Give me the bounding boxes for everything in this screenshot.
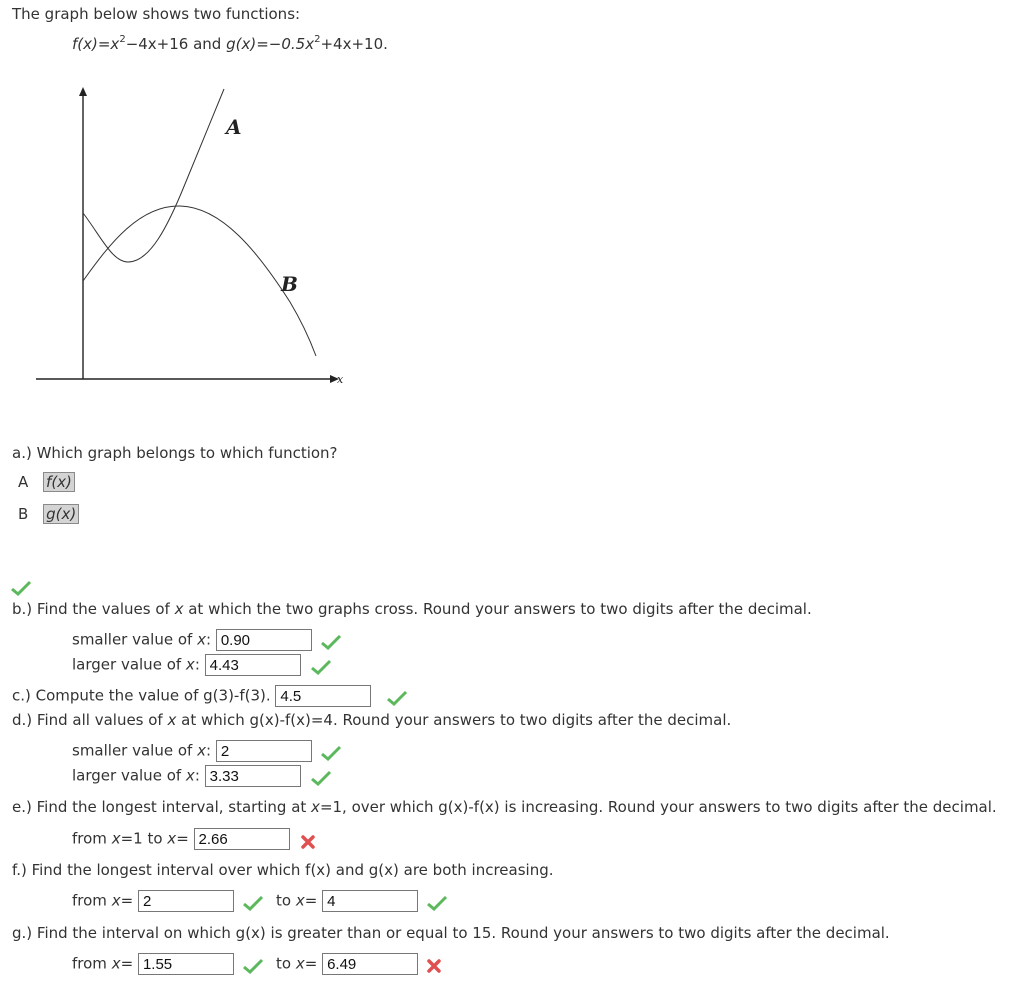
f-to-var: x — [295, 891, 305, 910]
e-from-label: from — [72, 829, 112, 848]
d-smaller-var: x — [197, 741, 206, 760]
match-select-b[interactable]: g(x) — [43, 504, 79, 524]
g-to-var: x — [295, 954, 305, 973]
label-b: B — [281, 272, 298, 296]
e-from-var: x — [111, 829, 121, 848]
f-to-eq: = — [304, 891, 318, 910]
question-d-pre: d.) Find all values of — [12, 711, 168, 729]
g-from-input[interactable]: 1.55 — [138, 953, 234, 975]
d-larger-colon: : — [194, 766, 200, 785]
question-b — [12, 600, 812, 618]
d-smaller-row — [72, 740, 312, 762]
f-def-post: −4x+16 — [125, 35, 189, 53]
question-d-var: x — [167, 711, 177, 729]
b-smaller-row — [72, 629, 312, 651]
question-g: g.) Find the interval on which g(x) is greater than or equal to 15. Round your answers to two digits after the decimal. — [12, 924, 890, 942]
check-icon — [426, 895, 448, 911]
check-icon — [242, 895, 264, 911]
d-larger-input[interactable]: 3.33 — [205, 765, 301, 787]
d-larger-row — [72, 765, 301, 787]
question-b-pre: b.) Find the values of — [12, 600, 175, 618]
g-to-eq: = — [304, 954, 318, 973]
question-e — [12, 798, 997, 816]
question-c-text: c.) Compute the value of g(3)-f(3). — [12, 686, 271, 705]
d-smaller-input[interactable]: 2 — [216, 740, 312, 762]
g-to-row — [276, 953, 418, 975]
f-from-eq: = — [120, 891, 134, 910]
f-to-label: to — [276, 891, 296, 910]
g-def-exp: 2 — [314, 34, 321, 45]
g-from-label: from — [72, 954, 112, 973]
f-to-row — [276, 890, 418, 912]
x-mark-icon — [426, 958, 442, 974]
match-row-b — [18, 504, 79, 524]
g-from-var: x — [111, 954, 121, 973]
x-mark-icon — [300, 834, 316, 850]
d-smaller-label: smaller value of — [72, 741, 198, 760]
e-input[interactable]: 2.66 — [194, 828, 290, 850]
match-label-a: A — [18, 473, 29, 491]
question-b-post: at which the two graphs cross. Round your answers to two digits after the decimal. — [183, 600, 812, 618]
g-def-post: +4x+10. — [320, 35, 388, 53]
question-c — [12, 685, 371, 707]
g-from-eq: = — [120, 954, 134, 973]
check-icon — [242, 958, 264, 974]
b-larger-label: larger value of — [72, 655, 186, 674]
g-def-pre: g(x)=−0.5x — [226, 35, 315, 53]
f-from-input[interactable]: 2 — [138, 890, 234, 912]
e-to-var: x — [167, 829, 177, 848]
curve-a — [83, 89, 224, 262]
g-from-row — [72, 953, 234, 975]
question-e-var: x — [311, 798, 320, 816]
e-eq: = — [176, 829, 189, 848]
and-text: and — [188, 35, 227, 53]
check-icon — [320, 745, 342, 761]
d-larger-label: larger value of — [72, 766, 186, 785]
check-icon — [386, 690, 408, 706]
b-larger-row — [72, 654, 301, 676]
question-d-post: at which g(x)-f(x)=4. Round your answers to two digits after the decimal. — [176, 711, 732, 729]
f-to-input[interactable]: 4 — [322, 890, 418, 912]
c-input[interactable]: 4.5 — [275, 685, 371, 707]
f-from-label: from — [72, 891, 112, 910]
d-larger-var: x — [185, 766, 195, 785]
b-larger-input[interactable]: 4.43 — [205, 654, 301, 676]
question-d — [12, 711, 731, 729]
y-axis-arrow — [79, 87, 87, 96]
label-a: A — [226, 115, 242, 139]
b-larger-var: x — [185, 655, 195, 674]
question-a: a.) Which graph belongs to which function? — [12, 444, 338, 462]
question-e-pre: e.) Find the longest interval, starting at — [12, 798, 312, 816]
function-graph — [0, 0, 400, 400]
d-smaller-colon: : — [205, 741, 212, 760]
check-icon — [310, 770, 332, 786]
f-from-var: x — [111, 891, 121, 910]
match-row-a — [18, 472, 75, 492]
g-to-label: to — [276, 954, 296, 973]
check-icon — [320, 634, 342, 650]
x-axis-label: x — [337, 373, 344, 386]
intro-text: The graph below shows two functions: — [12, 5, 301, 23]
question-f: f.) Find the longest interval over which f(x) and g(x) are both increasing. — [12, 861, 554, 879]
match-label-b: B — [18, 505, 29, 523]
f-def-exp: 2 — [119, 34, 126, 45]
b-smaller-colon: : — [205, 630, 212, 649]
b-smaller-input[interactable]: 0.90 — [216, 629, 312, 651]
g-to-input[interactable]: 6.49 — [322, 953, 418, 975]
b-larger-colon: : — [194, 655, 200, 674]
check-icon — [10, 580, 32, 596]
f-from-row — [72, 890, 234, 912]
b-smaller-label: smaller value of — [72, 630, 198, 649]
question-b-var: x — [174, 600, 184, 618]
question-e-post: =1, over which g(x)-f(x) is increasing. Round your answers to two digits after the decimal. — [319, 798, 997, 816]
check-icon — [310, 659, 332, 675]
match-select-a[interactable]: f(x) — [43, 472, 75, 492]
f-def-pre: f(x)=x — [72, 35, 120, 53]
b-smaller-var: x — [197, 630, 206, 649]
e-row — [72, 828, 290, 850]
e-from-mid: =1 to — [120, 829, 168, 848]
